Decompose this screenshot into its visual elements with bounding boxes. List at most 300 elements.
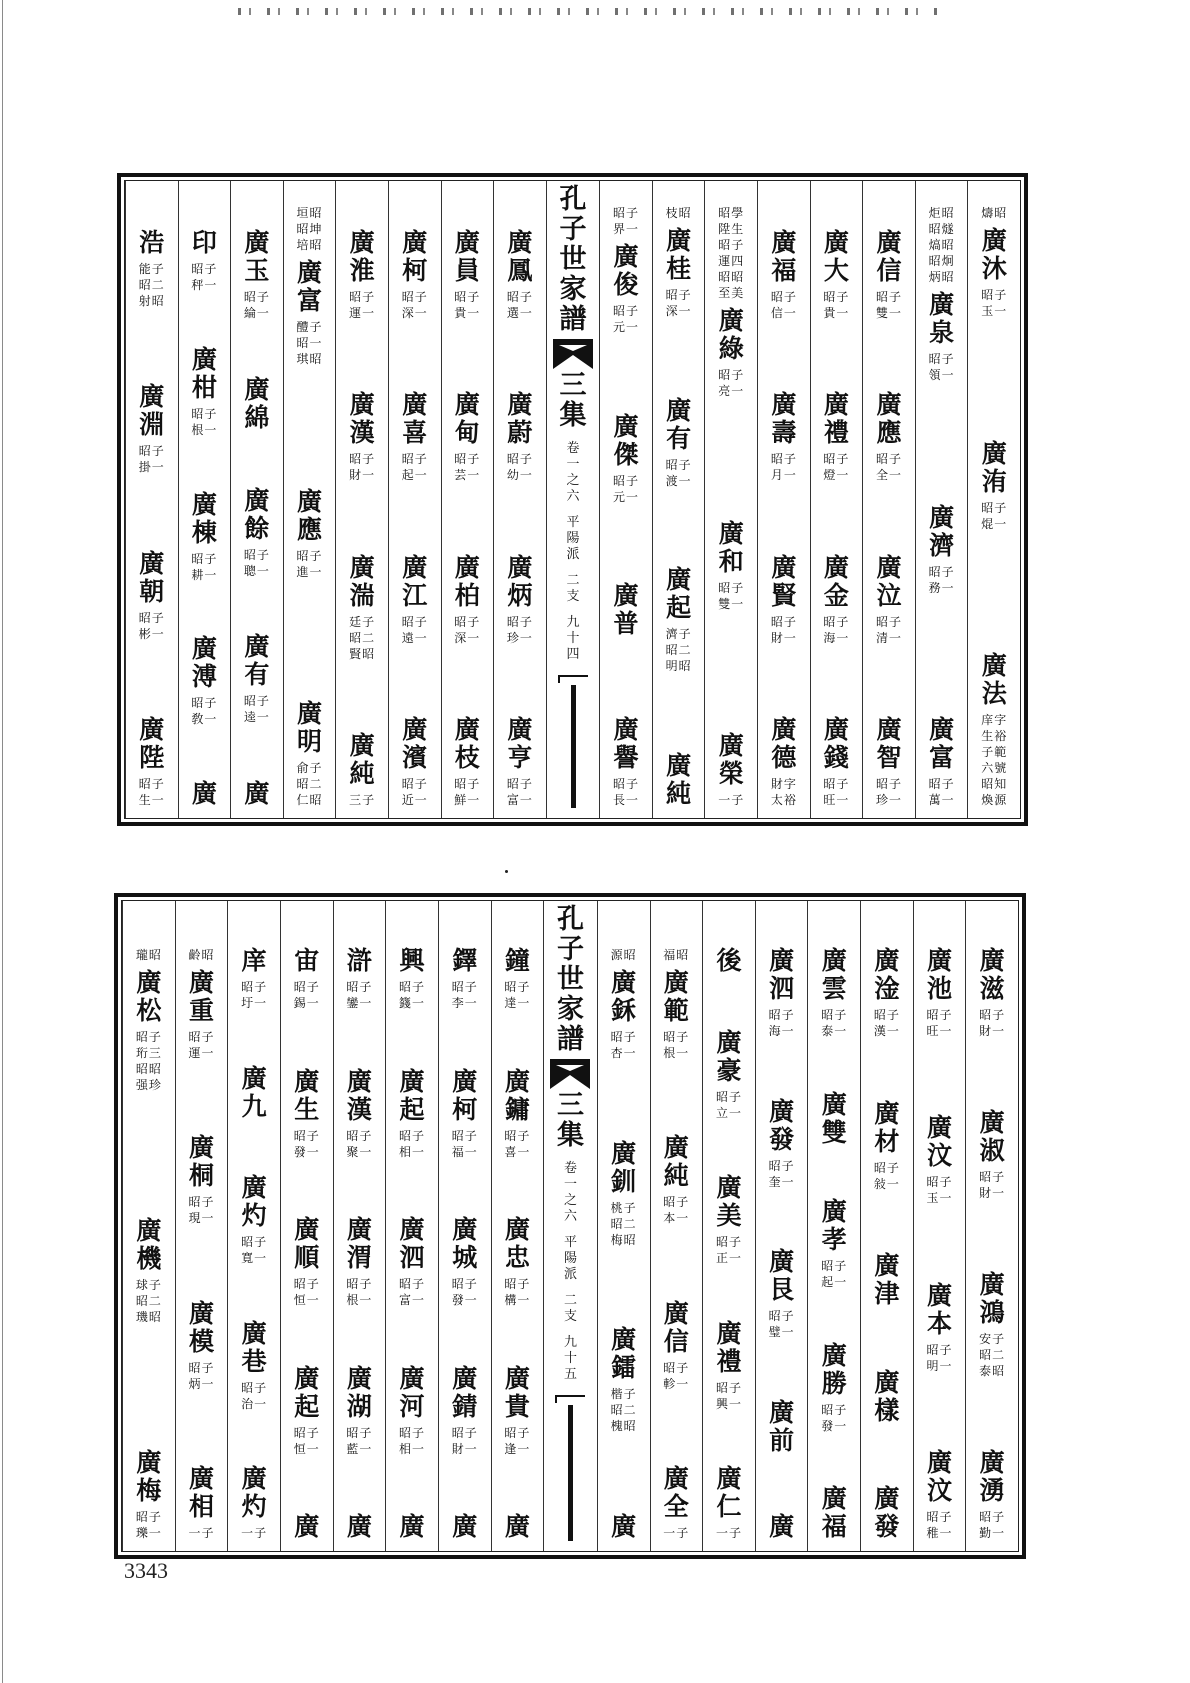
- genealogy-entry: [188, 1465, 216, 1541]
- genealogy-entry: [820, 1342, 848, 1434]
- lineage-annotation: 昭子貴一: [454, 290, 481, 320]
- lineage-annotation: 昭子圩一: [241, 980, 268, 1010]
- person-name: 廣淑: [979, 1108, 1005, 1165]
- genealogy-entry: [243, 633, 271, 725]
- person-name: 廣: [294, 1512, 320, 1541]
- person-name: 廣: [399, 1512, 425, 1541]
- genealogy-entry: [451, 1513, 479, 1541]
- genealogy-entry: [293, 1068, 321, 1160]
- genealogy-entry: [978, 1109, 1006, 1201]
- genealogy-entry: [978, 947, 1006, 1039]
- genealogy-entry: [503, 1068, 531, 1160]
- genealogy-column: [810, 181, 863, 818]
- genealogy-column: [125, 181, 178, 818]
- lineage-annotation: 昭子亮一: [718, 368, 745, 398]
- person-name: 廣起: [399, 1066, 425, 1124]
- person-name: 廣仁: [716, 1464, 742, 1521]
- lineage-annotation: 昭子達一: [504, 980, 531, 1010]
- person-name: 廣明: [297, 699, 323, 756]
- center-margin-column: [546, 181, 600, 818]
- lineage-annotation: 昭子全一: [876, 452, 903, 483]
- genealogy-entry: [768, 1513, 796, 1541]
- genealogy-column: [915, 181, 968, 818]
- branch-label: 平陽派: [566, 515, 580, 562]
- genealogy-entry: [503, 947, 531, 1011]
- genealogy-entry: [506, 391, 534, 483]
- person-name: 廣淦: [874, 946, 900, 1003]
- genealogy-entry: [401, 205, 429, 321]
- genealogy-entry: [138, 716, 166, 808]
- person-name: 廣: [191, 779, 217, 808]
- lineage-annotation: 昭子發一: [451, 1277, 478, 1307]
- genealogy-entry: [135, 947, 163, 1093]
- person-name: 廣雲: [821, 946, 847, 1003]
- genealogy-entry: [770, 205, 798, 321]
- genealogy-entry: [401, 554, 429, 646]
- genealogy-column: [491, 901, 544, 1551]
- genealogy-entry: [978, 1271, 1006, 1379]
- person-name: 廣豪: [716, 1027, 742, 1085]
- folio-number: 九十五: [563, 1335, 577, 1382]
- person-name: 廣大: [823, 228, 849, 285]
- lineage-annotation: 昭子瓅一: [135, 1510, 162, 1540]
- genealogy-entry: [715, 1320, 743, 1412]
- genealogy-entry: [768, 1098, 796, 1190]
- genealogy-entry: [610, 1513, 638, 1541]
- person-name: 廣泣: [876, 552, 902, 610]
- lineage-annotation: 昭子貴一: [823, 290, 850, 320]
- person-name: 廣勝: [821, 1340, 847, 1398]
- genealogy-entry: [665, 397, 693, 489]
- lineage-annotation: 昭子月一: [770, 452, 797, 483]
- lineage-annotation: 昭子清一: [876, 614, 903, 645]
- person-name: 廣信: [876, 228, 902, 285]
- person-name: 廣富: [929, 715, 955, 772]
- collection-label: 三集: [556, 1090, 584, 1151]
- lineage-annotation: 昭子籛一: [399, 980, 426, 1010]
- preceding-annotation: 燽昭: [981, 206, 1008, 220]
- person-name: 廣玉: [244, 228, 270, 285]
- person-name: 廣枝: [454, 714, 480, 772]
- lineage-annotation: 一子: [241, 1526, 268, 1540]
- lineage-annotation: 楷子昭二槐昭: [610, 1387, 637, 1434]
- genealogy-entry: [873, 947, 901, 1039]
- center-black-rule: [571, 685, 576, 808]
- lineage-annotation: 昭子奎一: [768, 1158, 795, 1189]
- lineage-annotation: 昭子敍一: [873, 1160, 900, 1191]
- lineage-annotation: 昭子綸一: [243, 290, 270, 320]
- genealogy-column: [860, 901, 913, 1551]
- lineage-annotation: 昭子根一: [663, 1030, 690, 1060]
- scan-edge-line: [2, 0, 3, 1683]
- genealogy-column: [652, 181, 705, 818]
- person-name: 廣湧: [979, 1448, 1005, 1505]
- genealogy-entry: [926, 1114, 954, 1206]
- genealogy-entry: [345, 1216, 373, 1308]
- lineage-annotation: 昭子元一: [613, 473, 640, 504]
- genealogy-column: [283, 181, 336, 818]
- person-name: 廣灼: [241, 1464, 267, 1521]
- genealogy-entry: [188, 947, 216, 1061]
- person-name: 興: [399, 946, 425, 975]
- person-name: 廣: [452, 1512, 478, 1541]
- branch-label: 平陽派: [563, 1235, 577, 1282]
- genealogy-entry: [296, 488, 324, 580]
- lineage-annotation: 昭子喜一: [504, 1128, 531, 1159]
- genealogy-column: [333, 901, 386, 1551]
- lineage-annotation: 昭子玉一: [981, 288, 1008, 318]
- person-name: 廣濱: [402, 714, 428, 772]
- genealogy-column: [599, 181, 652, 818]
- genealogy-entry: [138, 550, 166, 642]
- lineage-annotation: 能子昭二射昭: [138, 262, 165, 308]
- genealogy-column: [967, 181, 1020, 818]
- lineage-annotation: 昭子鑾一: [346, 980, 373, 1010]
- genealogy-entry: [240, 1065, 268, 1121]
- person-name: 廣釧: [611, 1138, 637, 1196]
- page-number: 3343: [124, 1558, 168, 1583]
- genealogy-entry: [345, 1513, 373, 1541]
- lineage-annotation: 一子: [188, 1525, 215, 1540]
- lineage-annotation: 昭子藍一: [346, 1425, 373, 1456]
- lineage-annotation: 昭子鮮一: [454, 776, 481, 807]
- person-name: 廣起: [294, 1363, 320, 1421]
- person-name: 廣綿: [244, 374, 270, 432]
- lineage-annotation: 昭子信一: [770, 290, 797, 320]
- genealogy-entry: [770, 716, 798, 808]
- lineage-annotation: 昭子璧一: [768, 1309, 795, 1339]
- lineage-annotation: 昭子勤一: [979, 1510, 1006, 1540]
- genealogy-entry: [610, 947, 638, 1061]
- genealogy-entry: [345, 947, 373, 1011]
- person-name: 廣鉌: [611, 968, 637, 1025]
- person-name: 廣忠: [504, 1215, 530, 1272]
- genealogy-entry: [662, 947, 690, 1061]
- genealogy-entry: [926, 1449, 954, 1541]
- person-name: 廣: [611, 1511, 637, 1541]
- lineage-annotation: 昭子深一: [454, 614, 481, 645]
- lineage-annotation: 昭子恒一: [293, 1425, 320, 1456]
- lineage-annotation: 昭子泰一: [821, 1008, 848, 1038]
- preceding-annotation: 瓏昭: [135, 948, 162, 962]
- person-name: 廣福: [771, 228, 797, 285]
- genealogy-entry: [398, 1365, 426, 1457]
- genealogy-entry: [451, 947, 479, 1011]
- lineage-annotation: 昭子幼一: [506, 452, 533, 483]
- genealogy-entry: [717, 732, 745, 808]
- genealogy-entry: [348, 391, 376, 483]
- lineage-annotation: 昭子掛一: [138, 444, 165, 475]
- volume-label: 卷一之六: [563, 1161, 577, 1224]
- person-name: 廣禮: [716, 1318, 742, 1376]
- book-title: 孔子世家譜: [559, 184, 587, 335]
- person-name: 廣: [504, 1512, 530, 1541]
- person-name: 廣河: [399, 1363, 425, 1421]
- genealogy-entry: [875, 716, 903, 808]
- lineage-annotation: 昭子深一: [665, 288, 692, 318]
- lineage-annotation: 昭子雙一: [718, 580, 745, 611]
- person-name: 廣柯: [452, 1066, 478, 1124]
- preceding-annotation: 昭學陞生昭子運四昭昭至美: [718, 206, 745, 300]
- lineage-annotation: 昭子務一: [928, 564, 955, 595]
- person-name: 廣德: [771, 714, 797, 772]
- person-name: 印: [191, 228, 217, 257]
- genealogy-entry: [770, 554, 798, 646]
- genealogy-entry: [296, 205, 324, 367]
- lineage-annotation: 昭子根一: [346, 1277, 373, 1307]
- genealogy-entry: [928, 716, 956, 808]
- genealogy-entry: [243, 205, 271, 321]
- person-name: 廣泗: [769, 946, 795, 1003]
- genealogy-entry: [190, 491, 218, 583]
- person-name: 廣湍: [349, 552, 375, 610]
- person-name: 廣洧: [981, 438, 1007, 496]
- genealogy-entry: [503, 1216, 531, 1308]
- lineage-annotation: 昭子軫一: [663, 1360, 690, 1391]
- lineage-annotation: 昭子起一: [401, 452, 428, 483]
- person-name: 廣亨: [507, 714, 533, 772]
- genealogy-entry: [612, 716, 640, 808]
- lineage-annotation: 昭子相一: [399, 1425, 426, 1456]
- person-name: 廣泉: [929, 290, 955, 347]
- preceding-annotation: 昭子界一: [613, 206, 640, 236]
- person-name: 廣榮: [718, 731, 744, 788]
- person-name: 廣濟: [929, 502, 955, 560]
- genealogy-column: [230, 181, 283, 818]
- genealogy-column: [493, 181, 546, 818]
- lineage-annotation: 醴子昭一琪昭: [296, 320, 323, 366]
- genealogy-panel-folio-94: [117, 173, 1028, 826]
- genealogy-entry: [980, 652, 1008, 808]
- genealogy-column: [388, 181, 441, 818]
- genealogy-entry: [451, 1365, 479, 1457]
- lineage-annotation: 昭子炳一: [188, 1360, 215, 1391]
- genealogy-column: [175, 901, 228, 1551]
- genealogy-entry: [612, 413, 640, 505]
- genealogy-entry: [135, 1217, 163, 1325]
- genealogy-entry: [926, 947, 954, 1039]
- lineage-annotation: 昭子雙一: [876, 290, 903, 320]
- genealogy-entry: [190, 780, 218, 808]
- person-name: 廣普: [613, 581, 639, 639]
- center-margin-column: [543, 901, 597, 1551]
- genealogy-entry: [820, 1485, 848, 1541]
- genealogy-entry: [240, 1320, 268, 1412]
- person-name: 廣福: [821, 1484, 847, 1541]
- person-name: 滸: [346, 946, 372, 975]
- genealogy-entry: [453, 554, 481, 646]
- genealogy-entry: [296, 700, 324, 808]
- person-name: 庠: [241, 946, 267, 975]
- genealogy-entry: [453, 391, 481, 483]
- lineage-annotation: 昭子元一: [613, 304, 640, 334]
- genealogy-column: [807, 901, 860, 1551]
- lineage-annotation: 昭子珍一: [876, 776, 903, 807]
- lineage-annotation: 安子昭二泰昭: [979, 1332, 1006, 1378]
- genealogy-entry: [293, 1365, 321, 1457]
- genealogy-entry: [873, 1100, 901, 1192]
- lineage-annotation: 濟子昭二明昭: [665, 627, 692, 674]
- lineage-annotation: 昭子聰一: [243, 547, 270, 578]
- genealogy-entry: [873, 1485, 901, 1541]
- lineage-annotation: 昭子發一: [293, 1128, 320, 1159]
- person-name: 廣松: [136, 968, 162, 1025]
- person-name: 廣和: [718, 518, 744, 576]
- genealogy-entry: [717, 205, 745, 399]
- genealogy-column: [280, 901, 333, 1551]
- genealogy-column: [438, 901, 491, 1551]
- person-name: 廣: [244, 779, 270, 808]
- person-name: 宙: [294, 946, 320, 975]
- lineage-annotation: 昭子正一: [715, 1235, 742, 1265]
- person-name: 廣: [346, 1512, 372, 1541]
- sub-branch-label: 二支: [566, 573, 580, 604]
- lineage-annotation: 昭子芸一: [454, 452, 481, 483]
- person-name: 廣有: [666, 395, 692, 453]
- person-name: 廣發: [769, 1096, 795, 1154]
- genealogy-entry: [348, 554, 376, 662]
- person-name: 廣炳: [507, 552, 533, 610]
- genealogy-entry: [768, 1248, 796, 1340]
- lineage-annotation: 昭子燈一: [823, 452, 850, 483]
- preceding-annotation: 源昭: [610, 948, 637, 962]
- lineage-annotation: 昭子逵一: [243, 694, 270, 725]
- genealogy-entry: [715, 1174, 743, 1266]
- person-name: 廣蔚: [507, 390, 533, 448]
- person-name: 廣沐: [981, 226, 1007, 283]
- person-name: 廣起: [666, 565, 692, 623]
- lineage-annotation: 昭子興一: [715, 1380, 742, 1411]
- lineage-annotation: 一子: [715, 1526, 742, 1540]
- person-name: 廣傑: [613, 411, 639, 469]
- person-name: 廣有: [244, 632, 270, 690]
- person-name: 廣賢: [771, 552, 797, 610]
- genealogy-entry: [928, 504, 956, 596]
- genealogy-entry: [503, 1365, 531, 1457]
- lineage-annotation: 昭子彬一: [138, 610, 165, 641]
- lineage-annotation: 桃子昭二梅昭: [610, 1200, 637, 1247]
- genealogy-entry: [138, 383, 166, 475]
- lineage-annotation: 昭子旺一: [823, 776, 850, 807]
- genealogy-entry: [398, 947, 426, 1011]
- genealogy-entry: [135, 1449, 163, 1541]
- person-name: 廣應: [876, 390, 902, 448]
- genealogy-panel-folio-95: [114, 893, 1026, 1559]
- person-name: 廣雙: [821, 1089, 847, 1147]
- person-name: 廣禮: [823, 390, 849, 448]
- genealogy-column: [913, 901, 966, 1551]
- lineage-annotation: 昭子運一: [349, 290, 376, 320]
- genealogy-entry: [451, 1216, 479, 1308]
- person-name: 廣錆: [452, 1363, 478, 1421]
- person-name: 廣汶: [927, 1447, 953, 1505]
- lineage-annotation: 昭子財一: [979, 1170, 1006, 1200]
- genealogy-entry: [717, 520, 745, 612]
- person-name: 廣純: [663, 1133, 689, 1191]
- lineage-annotation: 昭子福一: [451, 1128, 478, 1159]
- lineage-annotation: 昭子財一: [770, 614, 797, 645]
- person-name: 廣樣: [874, 1367, 900, 1425]
- genealogy-entry: [820, 1198, 848, 1290]
- genealogy-entry: [873, 1369, 901, 1425]
- genealogy-entry: [190, 635, 218, 727]
- person-name: 廣純: [349, 730, 375, 788]
- genealogy-column: [650, 901, 703, 1551]
- lineage-annotation: 廷子昭二賢昭: [349, 614, 376, 661]
- genealogy-entry: [190, 346, 218, 438]
- lineage-annotation: 昭子近一: [401, 776, 428, 807]
- genealogy-column: [755, 901, 808, 1551]
- genealogy-entry: [293, 1216, 321, 1308]
- lineage-annotation: 昭子明一: [926, 1342, 953, 1373]
- lineage-annotation: 昭子生一: [138, 776, 165, 807]
- lineage-annotation: 昭子領一: [928, 352, 955, 382]
- center-black-rule: [568, 1405, 573, 1541]
- fishtail-mark-icon: [550, 1059, 590, 1089]
- lineage-annotation: 三子: [349, 792, 376, 807]
- genealogy-entry: [820, 1091, 848, 1147]
- genealogy-entry: [662, 1465, 690, 1541]
- person-name: 廣柯: [402, 228, 428, 285]
- genealogy-entry: [240, 947, 268, 1011]
- genealogy-entry: [293, 1513, 321, 1541]
- person-name: 廣全: [663, 1463, 689, 1521]
- preceding-annotation: 枝昭: [665, 206, 692, 220]
- lineage-annotation: 昭子本一: [663, 1195, 690, 1226]
- person-name: 廣湖: [346, 1363, 372, 1421]
- genealogy-entry: [451, 1068, 479, 1160]
- sub-branch-label: 二支: [563, 1293, 577, 1324]
- genealogy-entry: [715, 947, 743, 975]
- lineage-annotation: 昭子聚一: [346, 1128, 373, 1159]
- genealogy-entry: [348, 205, 376, 321]
- genealogy-entry: [138, 205, 166, 309]
- person-name: 廣智: [876, 714, 902, 772]
- lineage-annotation: 昭子玉一: [926, 1175, 953, 1206]
- person-name: 廣九: [241, 1063, 267, 1121]
- genealogy-entry: [243, 487, 271, 579]
- right-half-columns: [599, 181, 1020, 818]
- genealogy-entry: [822, 391, 850, 483]
- lineage-annotation: 昭子漢一: [873, 1008, 900, 1038]
- lineage-annotation: 昭子海一: [768, 1008, 795, 1038]
- person-name: 廣範: [663, 968, 689, 1025]
- cropped-previous-page-fragment: [238, 8, 938, 15]
- genealogy-entry: [770, 391, 798, 483]
- genealogy-column: [441, 181, 494, 818]
- person-name: 廣綠: [718, 306, 744, 363]
- genealogy-entry: [240, 1465, 268, 1541]
- person-name: 廣泗: [399, 1215, 425, 1272]
- lineage-annotation: 昭子遠一: [401, 614, 428, 645]
- person-name: 廣柑: [191, 344, 217, 402]
- volume-label: 卷一之六: [566, 441, 580, 504]
- genealogy-column: [227, 901, 280, 1551]
- genealogy-entry: [928, 205, 956, 383]
- genealogy-entry: [822, 716, 850, 808]
- genealogy-entry: [188, 1134, 216, 1226]
- lineage-annotation: 昭子起一: [821, 1259, 848, 1289]
- person-name: 廣生: [294, 1066, 320, 1124]
- genealogy-entry: [348, 732, 376, 808]
- person-name: 廣重: [188, 968, 214, 1025]
- lineage-annotation: 昭子稚一: [926, 1509, 953, 1540]
- person-name: 鐘: [504, 946, 530, 975]
- person-name: 廣艮: [769, 1247, 795, 1304]
- genealogy-column: [862, 181, 915, 818]
- lineage-annotation: 昭子進一: [296, 548, 323, 579]
- left-half-columns: [125, 181, 546, 818]
